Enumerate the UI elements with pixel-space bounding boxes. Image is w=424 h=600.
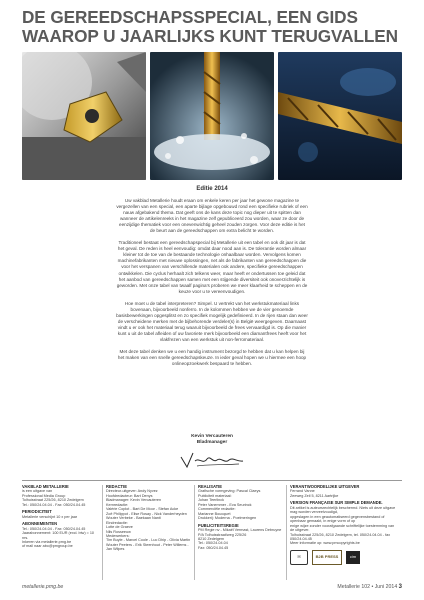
colophon-line: Ferrand Vanne (290, 489, 315, 494)
signature-role: Bladmanager (196, 440, 228, 445)
colophon-line: Lotte de Graeve (106, 525, 133, 530)
colophon-line: Publiciteit materiaal: (198, 493, 232, 498)
colophon-line: Bladmanager: Kevin Vercauteren (106, 498, 162, 503)
colophon-column-production (194, 485, 286, 580)
colophon-line: Dit artikel is auteursrechtelijk beschermd. Niets uit deze uitgave mag worden verveelvoudigd, (290, 505, 396, 515)
colophon-line: Marianne Boucquet (198, 511, 231, 516)
photo-strip (22, 52, 402, 180)
colophon-line: Hoofdredacteur: Bart Denys (106, 493, 153, 498)
colophon-line: Zeeweg Zeil 5, 8211 Aartrijke (290, 493, 339, 498)
colophon-line: enige wijze zonder voorafgaande schriftelijke toestemming van de uitgever. (290, 523, 395, 533)
colophon-line: Commerciële redactie: (198, 507, 236, 512)
headline-line-2: WAAROP U JAARLIJKS KUNT TERUGVALLEN (22, 25, 398, 46)
paragraph: Uw vakblad Metallerie houdt eraan om enkele keren per jaar het gewone magazine te vergezellen van een special, een aparte bijlage opgebouwd rond een specifieke rubriek of een nauw afgebakend thema. Dat geeft ons de kans deze topic nog dieper uit te spitten dan wanneer de artikelenreeks in het magazine zelf gepubliceerd zou worden, waar ze door de eenzijdige thematiek voor een onevenwichtig geheel zouden zorgen. Voor deze editie is het de beurt aan de gereedschappen om extra belicht te worden. (116, 198, 308, 234)
footer-url[interactable]: metallerie.pmg.be (22, 584, 64, 590)
colophon-line: Tim Buyle - Marcel Coole - Luc Dhip - Olivia Martin (106, 538, 191, 543)
colophon-heading: REALISATIE (198, 484, 223, 489)
logo-row (290, 550, 399, 565)
colophon-line: PM Regie nv - Mikaël Vermast, Laurens Debruyne (198, 528, 282, 533)
colophon-line: Professional Media Group (22, 493, 66, 498)
colophon-heading: VERSION FRANÇAISE SUR SIMPLE DEMANDE. (290, 500, 383, 506)
colophon-line: Kernredactie: (106, 502, 129, 507)
colophon-line: Directeur-uitgever: Andy Nyvez (106, 489, 158, 494)
colophon-line: 8210 Zedelgem (198, 536, 225, 541)
handwritten-signature (177, 449, 247, 471)
colophon-column-legal (286, 485, 402, 580)
headline (22, 8, 402, 45)
colophon-line: Fax: 050/24.04.45 (198, 545, 229, 550)
colophon-line: Tolhuisstraat 225/26, 8210 Zedelgem, tel. 050/24.04.04 - fax 050/24.04.45 (290, 532, 391, 541)
photo-milling-tool (278, 52, 402, 180)
colophon-line: Zoë Philippot - Elise Rosay - Nick Vanderheyden (106, 511, 187, 516)
editorial-body (116, 198, 308, 373)
headline-line-1: DE GEREEDSCHAPSSPECIAL, EEN GIDS (22, 7, 358, 27)
colophon-line: Meer informatie op: www.pmcopyrights.be (290, 541, 360, 546)
colophon-line: Tel.: 050/24.04.04 (198, 541, 228, 546)
b2b-press-logo: B2B PRESS (312, 550, 342, 565)
page-footer (22, 584, 402, 590)
signature-name: Kevin Vercauteren (191, 434, 233, 439)
colophon-line: Inkeren via metallerie.pmg.be (22, 539, 72, 544)
colophon-line: Nils Rosseeuw (106, 529, 131, 534)
paragraph: Traditioneel bestaat een gereedschapspecial bij Metallerie uit een tabel en ook dit jaar is dat het geval. De reden is heel eenvoudig: omdat daar nood aan is. De tolerantie worden almaar kleiner tot de toe van de bestaande technologie onhaalbaar worden. Vervolgens komen machinefabrikanten met nieuwe oplossingen, net als de fabrikanten van gereedschappen die voor het verspanen van verschillende materialen ook andere, specifieke gereedschappen ontwikkelen. Die cyclus herhaalt zich telkens weer, maar heeft er ondertussen toe geleid dat het aanbod van gereedschappen samen met een stijgende diversiteit ook onoverzichtelijk is geworden. Met onze tabel van twaalf pagina's proberen we meer klaarheid te scheppen en de keuze voor u te vereenvoudigen. (116, 240, 308, 294)
colophon-line: Tolhuisstraat 225/26, 8210 Zedelgem (22, 498, 84, 503)
colophon-heading: REDACTIE (106, 484, 127, 489)
colophon-heading: ABONNEMENTEN (22, 521, 58, 527)
colophon-line: Eindredactie: (106, 520, 128, 525)
footer-right (337, 584, 402, 590)
colophon-line: Tel.: 050/24.04.04 - Fax: 050/24.04.45 (22, 526, 86, 531)
paragraph: Met deze tabel denken we u een handig instrument bezorgd te hebben dat u kan helpen bij het maken van een snelle gereedschapskeuze. In ieder geval hopen we u hiermee een hoop onlineopzoekwerk bespaard te hebben. (117, 349, 307, 367)
colophon-line: Jaarabonnement: 100 EUR (excl. btw) = 10 nrs. (22, 531, 95, 540)
colophon-line: Tel.: 050/24.04.04 - Fax: 050/24.04.45 (22, 502, 86, 507)
colophon-line: Valérie Coplot - Bart De Moor - Stefan Acke (106, 507, 179, 512)
mail-logo-icon: ✉ (290, 550, 308, 565)
colophon-heading: VERANTWOORDELIJKE UITGEVER (290, 484, 360, 489)
signature-block (0, 434, 424, 471)
colophon-line: Peter Vanemmer - Eva Seurinck (198, 502, 252, 507)
photo-cutting-insert (22, 52, 146, 180)
colophon-line: is een uitgave van (22, 489, 53, 494)
cim-logo: cim (346, 551, 360, 564)
edition-label: Editie 2014 (196, 186, 228, 192)
colophon-heading: PERIODICITEIT (22, 509, 52, 515)
colophon-line: opgeslagen in een geautomatiseerd gegevensbestand of openbaar gemaakt, in enige vorm of op (290, 514, 385, 524)
colophon-line: of mail naar abo@pmgroup.be (22, 544, 73, 549)
colophon-line: Wouter Peeters - Erik Steenhout - Peter Willems - Jan Wilpes (106, 542, 189, 552)
colophon-line: Drukkerij: Moderna - Poelmeringen (198, 516, 257, 521)
colophon-column-editorial (102, 485, 194, 580)
colophon-line: Medewerkers: (106, 533, 130, 538)
colophon-line: Johan Teerlinck (198, 498, 224, 503)
colophon-heading: PUBLICITEITSREGIE (198, 522, 239, 528)
paragraph: Hoe moet u de tabel interpreteren? Simpel. U vertrekt van het werkstukmateriaal links bovenaan, bijvoorbeeld nonferro. In de kolommen hebben we de vier genoemde basisbewerkingen opgesplitst en zo specifiek mogelijk gedefinieerd. In de rijen staan dan weer de verscheidene merken met de bijbehorende verdeler(s) in België weergegeven. Daarnaast vindt u er ook het materiaal terug waaruit bijvoorbeeld de frees vervaardigd is. Op die manier kunt u uit de tabel afleiden of uw favoriete merk bijvoorbeeld een diamantfrees heeft voor het vlakfrezen van een werkstuk uit non-ferromateriaal. (116, 300, 308, 342)
colophon (22, 480, 402, 580)
colophon-line: Metallerie verschijnt 10 x per jaar (22, 514, 78, 519)
page-number: 3 (398, 584, 402, 590)
colophon-column-publisher (22, 485, 102, 580)
footer-issue: Metallerie 102 • Juni 2014 (337, 584, 398, 590)
photo-drill-coolant (150, 52, 274, 180)
colophon-line: Grafische vormgeving: Pascal Claeys (198, 489, 261, 494)
colophon-line: P/A Tolhuisstraat/weg 225/26 (198, 532, 247, 537)
colophon-line: Wouter Verbeke - Baekaan Nanti (106, 516, 161, 521)
colophon-heading: VAKBLAD METALLERIE (22, 484, 69, 489)
